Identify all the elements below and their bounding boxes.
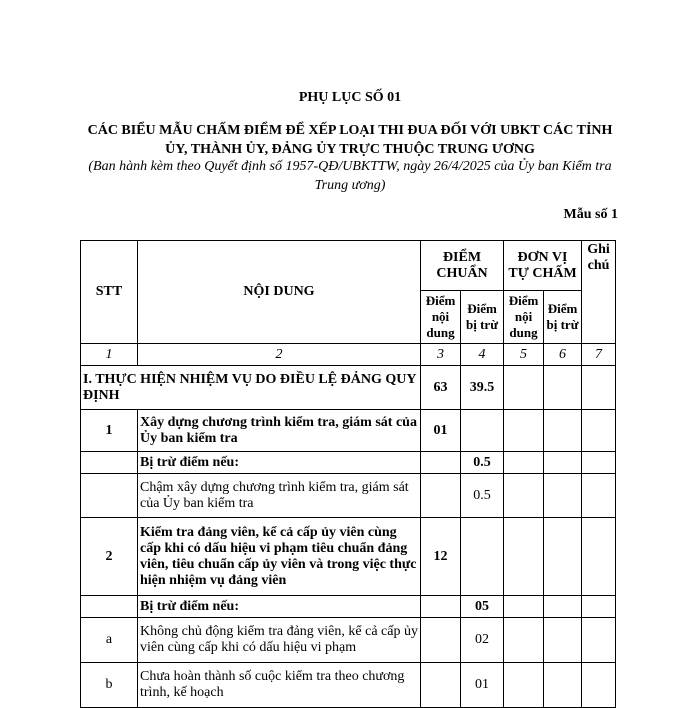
table-row <box>81 618 616 663</box>
scoring-table <box>80 240 616 708</box>
header-stt: STT <box>81 241 138 344</box>
notes-cell <box>582 596 616 618</box>
notes-cell <box>582 618 616 663</box>
row-stt: 2 <box>81 518 138 596</box>
self-points-cell <box>504 596 544 618</box>
notes-cell <box>582 663 616 708</box>
table-row <box>81 474 616 518</box>
row-stt: a <box>81 618 138 663</box>
row-content: I. THỰC HIỆN NHIỆM VỤ DO ĐIỀU LỆ ĐẢNG QUY ĐỊNH <box>81 366 421 410</box>
column-number: 6 <box>544 344 582 366</box>
self-deduct-cell <box>544 474 582 518</box>
column-number: 2 <box>138 344 421 366</box>
header-content: NỘI DUNG <box>138 241 421 344</box>
header-content-points: Điểm nội dung <box>421 291 461 344</box>
row-points <box>421 452 461 474</box>
document-subtitle: (Ban hành kèm theo Quyết định số 1957-QĐ/UBKTTW, ngày 26/4/2025 của Ủy ban Kiểm tra Trung ương) <box>88 159 612 193</box>
self-deduct-cell <box>544 452 582 474</box>
row-points <box>421 618 461 663</box>
row-points: 01 <box>421 410 461 452</box>
self-points-cell <box>504 663 544 708</box>
self-deduct-cell <box>544 596 582 618</box>
notes-cell <box>582 518 616 596</box>
header-standard-score: ĐIỂM CHUẨN <box>421 241 504 291</box>
self-deduct-cell <box>544 366 582 410</box>
header-notes: Ghi chú <box>582 241 616 344</box>
header-self-deducted-points: Điểm bị trừ <box>544 291 582 344</box>
column-number: 3 <box>421 344 461 366</box>
self-points-cell <box>504 452 544 474</box>
row-stt <box>81 452 138 474</box>
table-row <box>81 596 616 618</box>
row-deduct <box>461 410 504 452</box>
self-points-cell <box>504 366 544 410</box>
row-points <box>421 663 461 708</box>
column-number: 1 <box>81 344 138 366</box>
document-heading: CÁC BIỂU MẪU CHẤM ĐIỂM ĐỂ XẾP LOẠI THI ĐUA ĐỐI VỚI UBKT CÁC TỈNH ỦY, THÀNH ỦY, ĐẢNG ỦY TRỰC THUỘC TRUNG ƯƠNG <box>87 123 613 157</box>
row-content: Bị trừ điểm nếu: <box>138 596 421 618</box>
row-stt <box>81 474 138 518</box>
table-row <box>81 452 616 474</box>
row-deduct: 01 <box>461 663 504 708</box>
row-stt <box>81 596 138 618</box>
row-deduct: 02 <box>461 618 504 663</box>
header-deducted-points: Điểm bị trừ <box>461 291 504 344</box>
column-number: 4 <box>461 344 504 366</box>
self-points-cell <box>504 410 544 452</box>
row-content: Xây dựng chương trình kiểm tra, giám sát của Ủy ban kiểm tra <box>138 410 421 452</box>
row-deduct: 0.5 <box>461 452 504 474</box>
header-self-score: ĐƠN VỊ TỰ CHẤM <box>504 241 582 291</box>
row-points: 63 <box>421 366 461 410</box>
row-deduct <box>461 518 504 596</box>
self-deduct-cell <box>544 663 582 708</box>
column-number-row <box>81 344 616 366</box>
row-content: Không chủ động kiểm tra đảng viên, kể cả cấp ủy viên cùng cấp khi có dấu hiệu vi phạm <box>138 618 421 663</box>
table-row <box>81 410 616 452</box>
row-content: Kiểm tra đảng viên, kể cả cấp ủy viên cùng cấp khi có dấu hiệu vi phạm tiêu chuẩn đảng viên, tiêu chuẩn cấp ủy viên và trong việc thực hiện nhiệm vụ đảng viên <box>138 518 421 596</box>
table-row <box>81 518 616 596</box>
self-deduct-cell <box>544 518 582 596</box>
row-content: Bị trừ điểm nếu: <box>138 452 421 474</box>
column-number: 7 <box>582 344 616 366</box>
self-deduct-cell <box>544 410 582 452</box>
appendix-title: PHỤ LỤC SỐ 01 <box>298 90 402 105</box>
row-deduct: 05 <box>461 596 504 618</box>
column-number: 5 <box>504 344 544 366</box>
row-content: Chưa hoàn thành số cuộc kiểm tra theo chương trình, kế hoạch <box>138 663 421 708</box>
notes-cell <box>582 366 616 410</box>
self-points-cell <box>504 474 544 518</box>
row-deduct: 39.5 <box>461 366 504 410</box>
table-row <box>81 663 616 708</box>
row-points: 12 <box>421 518 461 596</box>
row-stt: b <box>81 663 138 708</box>
notes-cell <box>582 474 616 518</box>
row-stt: 1 <box>81 410 138 452</box>
self-points-cell <box>504 518 544 596</box>
notes-cell <box>582 410 616 452</box>
row-points <box>421 474 461 518</box>
row-content: Chậm xây dựng chương trình kiểm tra, giám sát của Ủy ban kiểm tra <box>138 474 421 518</box>
form-number: Mẫu số 1 <box>563 207 618 222</box>
table-row <box>81 366 616 410</box>
row-deduct: 0.5 <box>461 474 504 518</box>
row-points <box>421 596 461 618</box>
self-points-cell <box>504 618 544 663</box>
header-self-content-points: Điểm nội dung <box>504 291 544 344</box>
self-deduct-cell <box>544 618 582 663</box>
notes-cell <box>582 452 616 474</box>
